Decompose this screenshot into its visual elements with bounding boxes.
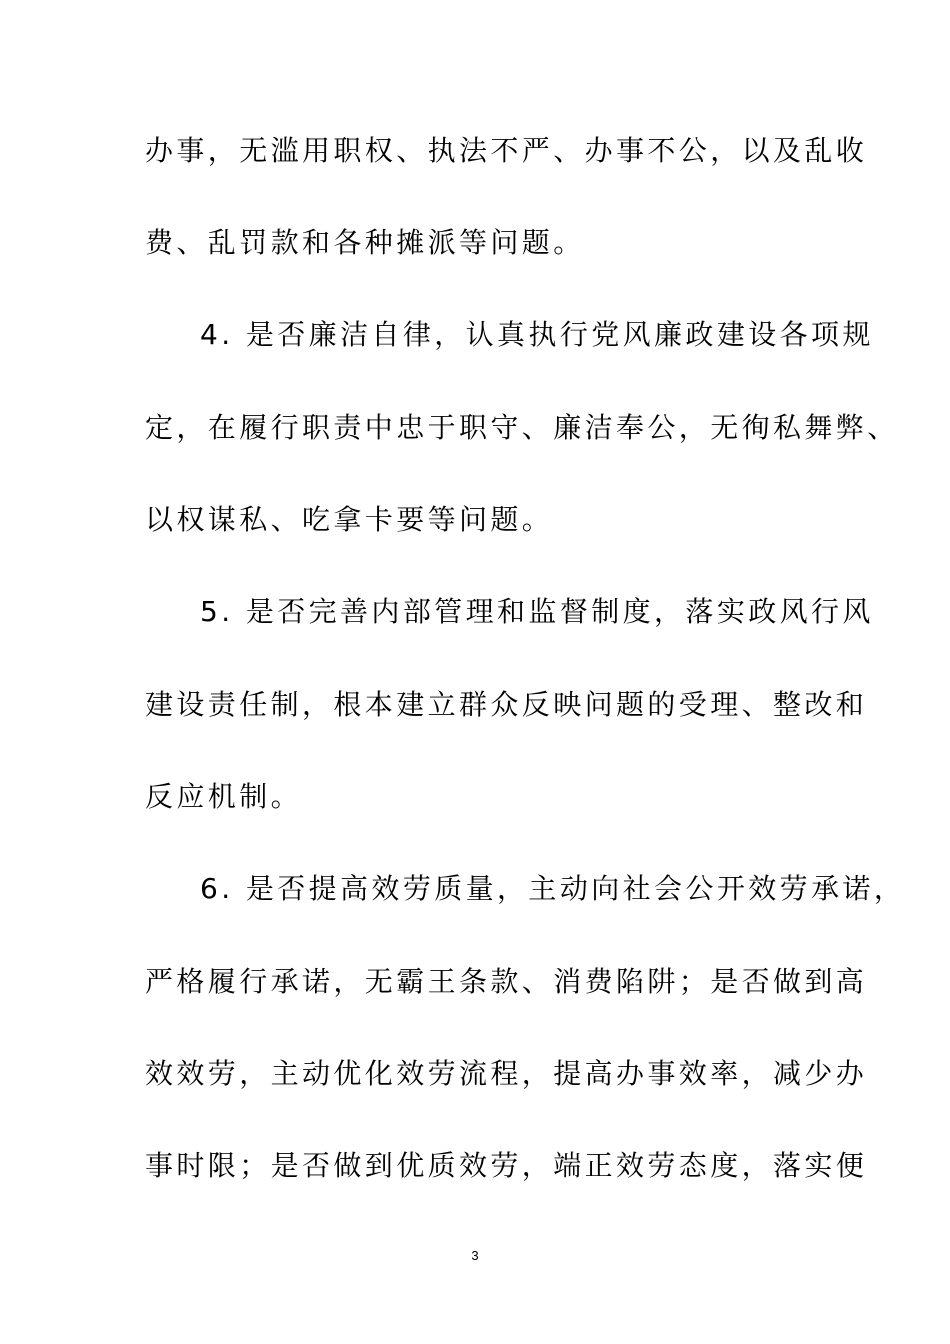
text-line: 办事，无滥用职权、执法不严、办事不公，以及乱收 xyxy=(145,134,868,167)
text-line: 以权谋私、吃拿卡要等问题。 xyxy=(145,503,554,536)
text-line: 严格履行承诺，无霸王条款、消费陷阱；是否做到高 xyxy=(145,965,868,998)
text-line: 反应机制。 xyxy=(145,780,303,813)
text-line: 费、乱罚款和各种摊派等问题。 xyxy=(145,226,585,259)
text-line: 建设责任制，根本建立群众反映问题的受理、整改和 xyxy=(145,688,868,721)
text-line: 5. 是否完善内部管理和监督制度，落实政风行风 xyxy=(200,595,874,628)
text-line: 效效劳，主动优化效劳流程，提高办事效率，减少办 xyxy=(145,1057,868,1090)
text-line: 事时限；是否做到优质效劳，端正效劳态度，落实便 xyxy=(145,1149,868,1182)
text-line: 定，在履行职责中忠于职守、廉洁奉公，无徇私舞弊、 xyxy=(145,411,899,444)
page-number: 3 xyxy=(471,1248,479,1263)
text-line: 4. 是否廉洁自律，认真执行党风廉政建设各项规 xyxy=(200,318,874,351)
text-line: 6. 是否提高效劳质量，主动向社会公开效劳承诺， xyxy=(200,872,906,905)
